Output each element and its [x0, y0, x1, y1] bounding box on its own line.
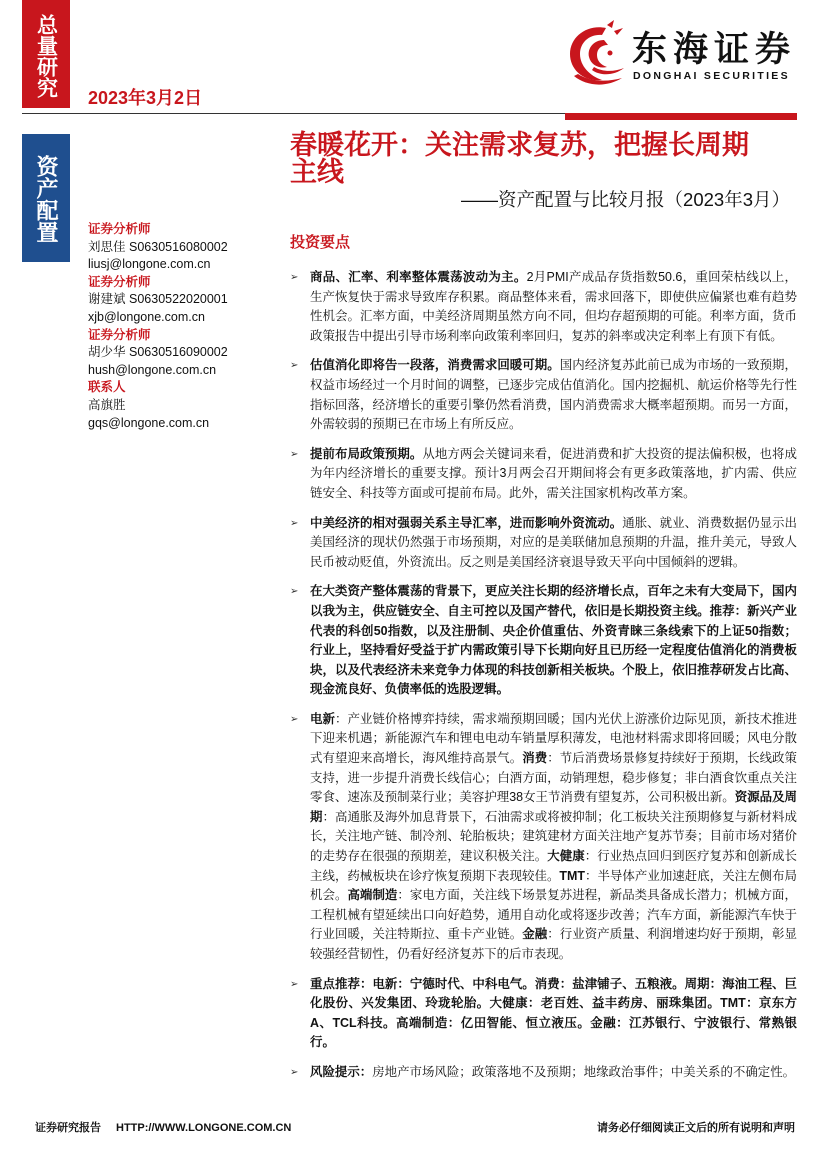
contact-card — [88, 379, 270, 432]
analyst-email-link[interactable]: xjb@longone.com.cn — [88, 309, 205, 324]
sector-label: 大健康 — [547, 849, 585, 864]
contact-email-link[interactable]: gqs@longone.com.cn — [88, 415, 210, 430]
point-us-china-fx — [290, 514, 797, 573]
sector-view: ：行业资产质量、利润增速均好于预期，彰显较强经营韧性，仍看好经济复苏下的后市表现。 — [310, 927, 797, 961]
key-points-list — [290, 268, 797, 1093]
key-point-lead: 风险提示： — [310, 1064, 373, 1079]
analyst-name: 谢建斌 — [88, 292, 126, 307]
analyst-name-line — [88, 344, 270, 362]
analyst-license-number: S0630516090002 — [129, 345, 228, 360]
key-points-heading: 投资要点 — [290, 234, 351, 251]
analyst-role-label: 证券分析师 — [88, 274, 151, 289]
key-point-body: 通胀、就业、消费数据仍显示出美国经济的现状仍然强于市场预期，对应的是美联储加息预期的升温，推升美元，导致人民币被动贬值，外资流出。反之则是美国经济衰退导致天平向中国倾斜的逻辑。 — [310, 515, 797, 569]
analyst-name: 胡少华 — [88, 345, 126, 360]
bullet-arrow-icon: ➢ — [290, 1066, 299, 1078]
key-point-body: 国内经济复苏此前已成为市场的一致预期，权益市场经过一个月时间的调整，已逐步完成估值消化。国内挖掘机、航运价格等先行性指标回落，经济增长的重要引擎仍然看消费，国内消费需求大概率超预期。而另一方面，外需较弱的预期已在市场上有所反应。 — [310, 358, 797, 432]
analyst-name-line — [88, 239, 270, 257]
sector-label: 金融 — [522, 927, 548, 942]
footer-report-type: 证券研究报告 — [35, 1122, 101, 1134]
analyst-card — [88, 274, 270, 327]
footer-disclaimer: 请务必仔细阅读正文后的所有说明和声明 — [597, 1122, 795, 1134]
key-point-text — [310, 356, 797, 434]
report-date: 2023年3月2日 — [88, 88, 203, 108]
key-point-body: 从地方两会关键词来看，促进消费和扩大投资的提法偏积极，也将成为年内经济增长的重要支撑。预计3月两会召开期间将会有更多政策落地，扩内需、供应链安全、科技等方面或可提前布局。此外，需关注国家机构改革方案。 — [310, 446, 797, 500]
sector-view: ：家电方面，关注线下场景复苏进程，新品类具备成长潜力；机械方面，工程机械有望延续出口向好趋势，通用自动化或将逐步改善；汽车方面，新能源汽车快于行业回暖，关注特斯拉、重卡产业链。 — [310, 888, 797, 942]
key-point-lead: 商品、汇率、利率整体震荡波动为主。 — [310, 270, 527, 284]
key-point-lead: 提前布局政策预期。 — [310, 446, 423, 461]
dragon-wave-emblem-icon — [562, 20, 628, 88]
key-point-lead: 中美经济的相对强弱关系主导汇率，进而影响外资流动。 — [310, 515, 623, 530]
sector-label: 资源品及周期 — [310, 790, 797, 824]
section-tab-label: 资产配置 — [34, 155, 59, 243]
section-tab — [22, 134, 70, 262]
bullet-arrow-icon: ➢ — [290, 360, 299, 372]
sector-label: 电新 — [310, 711, 335, 726]
bullet-arrow-icon: ➢ — [290, 713, 299, 725]
point-policy-expectations — [290, 445, 797, 504]
key-point-text — [310, 710, 797, 965]
key-point-lead: 重点推荐：电新：宁德时代、中科电气。消费：盐津铺子、五粮液。周期：海油工程、巨化股份、兴发集团、玲珑轮胎。大健康：老百姓、益丰药房、丽珠集团。TMT：京东方A、TCL科技。高端制造：亿田智能、恒立液压。金融：江苏银行、宁波银行、常熟银行。 — [310, 976, 797, 1050]
key-point-text — [310, 582, 797, 700]
key-point-text — [310, 268, 797, 346]
bullet-arrow-icon: ➢ — [290, 517, 299, 529]
analyst-license-number: S0630522020001 — [129, 292, 228, 307]
analyst-role-label: 证券分析师 — [88, 222, 151, 236]
sector-view: ：产业链价格博弈持续，需求端预期回暖；国内光伏上游涨价边际见顶，新技术推进下迎来机遇；新能源汽车和锂电电动车销量厚积薄发，电池材料需求即将回暖；风电分散式有望迎来高增长，海风维持高景气。 — [310, 711, 797, 766]
bullet-arrow-icon: ➢ — [290, 272, 299, 283]
footer-left — [35, 1121, 291, 1135]
key-point-text — [310, 1063, 797, 1083]
bullet-arrow-icon: ➢ — [290, 448, 299, 460]
point-commodities-fx-rates — [290, 268, 797, 346]
company-logo-name: 东海证券 — [632, 30, 797, 69]
report-subtitle: ——资产配置与比较月报（2023年3月） — [461, 189, 790, 210]
key-point-text — [310, 514, 797, 573]
analyst-name: 刘思佳 — [88, 239, 126, 254]
sector-view: ：高通胀及海外加息背景下，石油需求或将被抑制；化工板块关注预期修复与新材料成长，关注地产链、制冷剂、轮胎板块；建筑建材方面关注地产复苏节奏；目前市场对猪价的走势存在很强的预期差，建议积极关注。 — [310, 809, 797, 864]
contact-name: 高旗胜 — [88, 397, 126, 412]
company-logo-english-name: DONGHAI SECURITIES — [633, 70, 790, 82]
point-investment-strategy — [290, 582, 797, 700]
sector-view: ：半导体产业加速赶底，关注左侧布局机会。 — [310, 868, 797, 903]
key-point-text — [310, 445, 797, 504]
bullet-arrow-icon: ➢ — [290, 586, 299, 598]
analyst-card — [88, 221, 270, 274]
key-point-text — [310, 975, 797, 1053]
key-point-body: 2月PMI产成品存货指数50.6，重回荣枯线以上，生产恢复快于需求导致库存积累。商品整体来看，需求回落下，即使供应偏紧也难有趋势性机会。汇率方面，中美经济周期虽然方向不同，但均存超预期的可能。利率方面，货币政策报告中提出引导市场利率向政策利率回归，复苏的斜率或决定利率上有顶下有低。 — [310, 270, 797, 343]
analyst-card — [88, 327, 270, 380]
category-tab — [22, 0, 70, 108]
key-point-lead: 估值消化即将告一段落，消费需求回暖可期。 — [310, 358, 560, 373]
sector-label: TMT — [559, 868, 585, 883]
category-tab-label: 总量研究 — [34, 14, 58, 98]
analyst-email-link[interactable]: liusj@longone.com.cn — [88, 257, 211, 272]
key-point-body: 房地产市场风险；政策落地不及预期；地缘政治事件；中美关系的不确定性。 — [372, 1064, 796, 1079]
analyst-name-line — [88, 291, 270, 309]
sector-view: ：节后消费场景修复持续好于预期，长线政策支持，进一步提升消费长线信心；白酒方面，动销理想，稳步修复；非白酒食饮重点关注零食、速冻及预制菜行业；美容护理38女王节消费有望复苏，公司积极出新。 — [310, 751, 797, 805]
point-valuation-consumption — [290, 356, 797, 434]
analyst-list — [88, 221, 270, 432]
footer-website-link[interactable]: HTTP://WWW.LONGONE.COM.CN — [116, 1122, 292, 1134]
analyst-role-label: 证券分析师 — [88, 327, 151, 342]
header-accent-bar — [565, 113, 797, 120]
point-sector-views — [290, 710, 797, 965]
report-title: 春暖花开：关注需求复苏，把握长周期主线 — [290, 130, 749, 187]
analyst-email-link[interactable]: hush@longone.com.cn — [88, 362, 217, 377]
bullet-arrow-icon: ➢ — [290, 978, 299, 990]
point-top-picks — [290, 975, 797, 1053]
contact-role-label: 联系人 — [88, 380, 126, 395]
sector-label: 高端制造 — [347, 888, 398, 903]
point-risk-warning — [290, 1063, 797, 1083]
key-point-lead: 在大类资产整体震荡的背景下，更应关注长期的经济增长点，百年之未有大变局下，国内以我为主，供应链安全、自主可控以及国产替代，依旧是长期投资主线。推荐：新兴产业代表的科创50指数，以及注册制、央企价值重估、外资青睐三条线索下的上证50指数；行业上，坚持看好受益于扩内需政策引导下长期向好且已历经一定程度估值消化的消费板块，以及代表经济未来竞争力体现的科技创新相关板块。个股上，依旧推荐研发占比高、现金流良好、负债率低的选股逻辑。 — [310, 584, 797, 697]
sector-view: ：行业热点回归到医疗复苏和创新成长主线，药械板块在诊疗恢复预期下表现较佳。 — [310, 849, 797, 883]
analyst-license-number: S0630516080002 — [129, 239, 228, 254]
sector-label: 消费 — [522, 751, 548, 766]
